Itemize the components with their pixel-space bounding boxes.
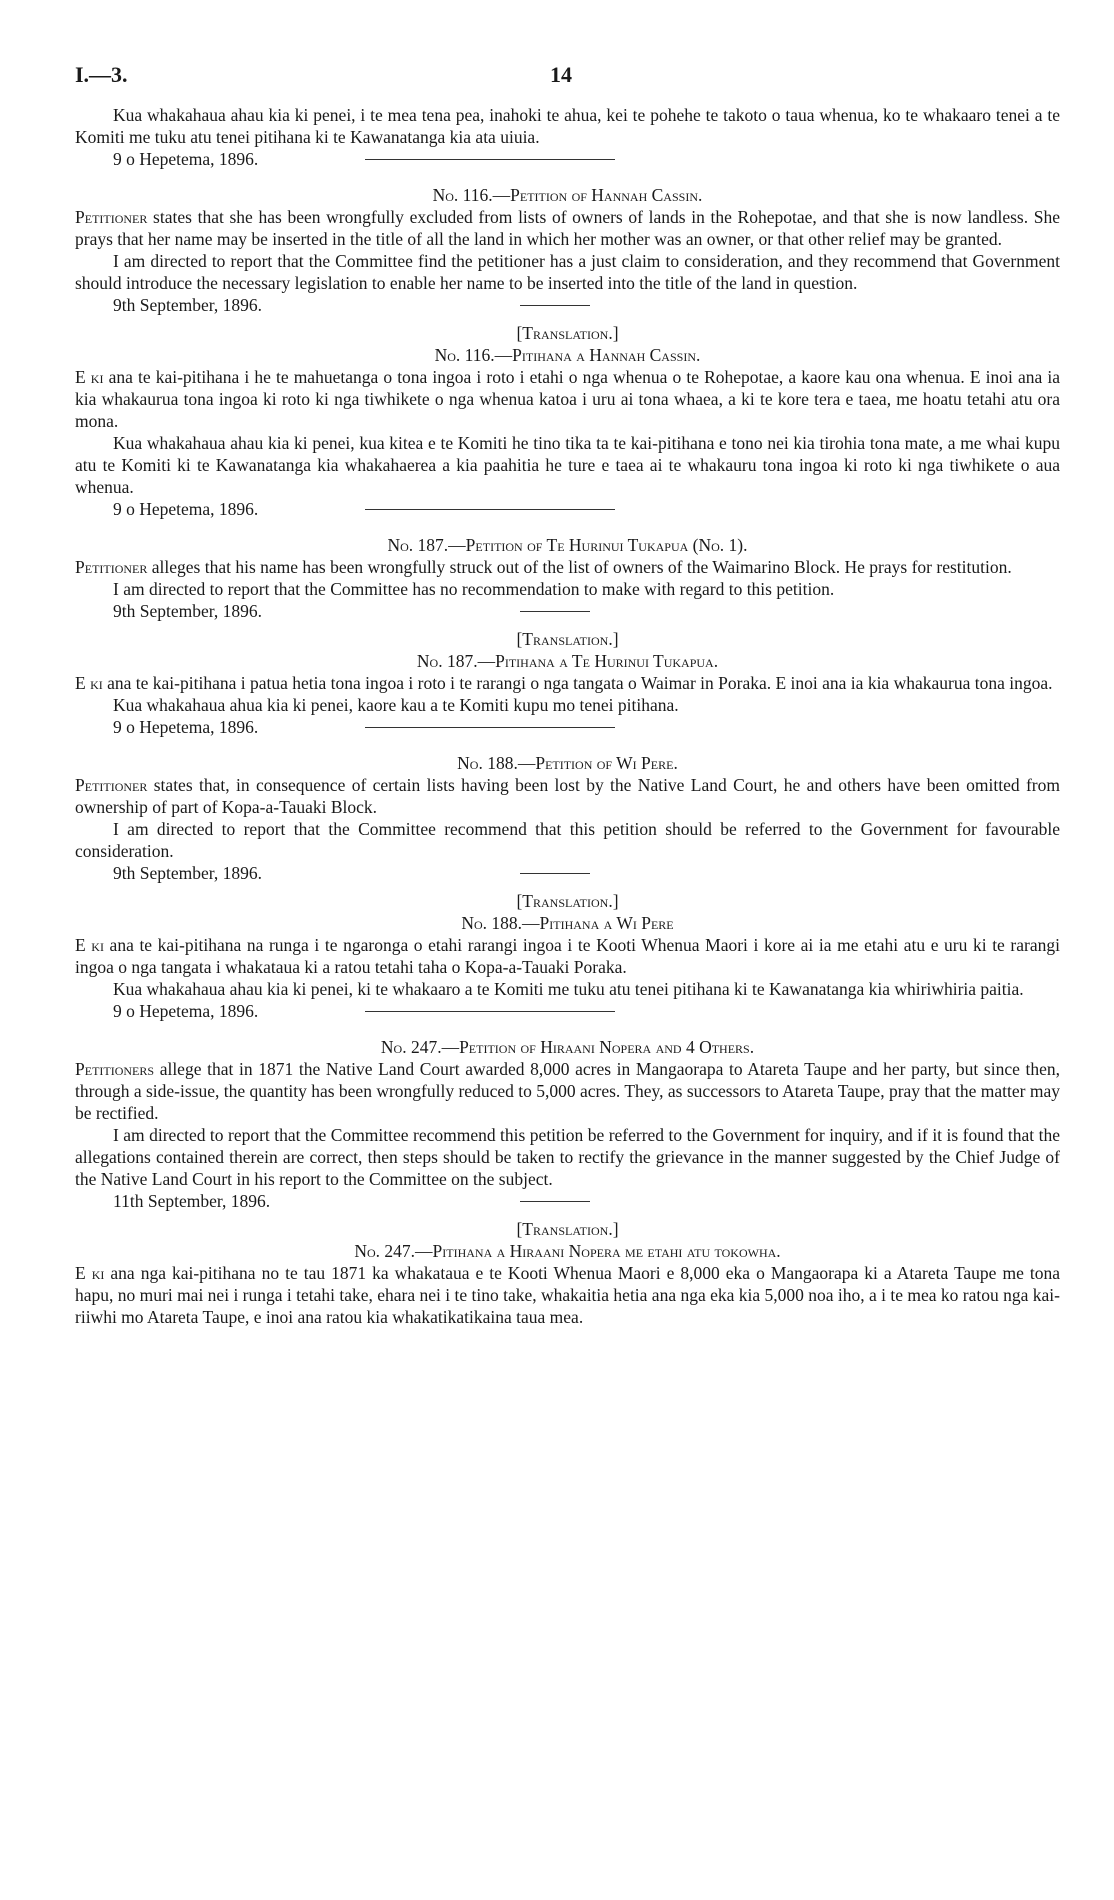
petition-188-translation-report: Kua whakahaua ahau kia ki penei, ki te whakaaro a te Komiti me tuku atu tenei pitihana ki te Kawanatanga kia whiriwhiria paitia. — [113, 979, 1024, 999]
petition-187-translation-lead: E ki — [75, 673, 103, 693]
petition-116-date-row — [75, 294, 1060, 316]
translation-divider — [520, 1201, 590, 1202]
petition-247-date: 11th September, 1896. — [113, 1191, 271, 1211]
petition-188-translation-date-row — [75, 1000, 1060, 1022]
petition-187-translation-date: 9 o Hepetema, 1896. — [113, 717, 259, 737]
petition-188-lead: Petitioner — [75, 775, 148, 795]
petition-247-statement — [75, 1058, 1060, 1124]
petition-116-body: states that she has been wrongfully excluded from lists of owners of lands in the Rohepotae, and that she is now landless. She prays that her name may be inserted in the title of all the land in which her mother was an owner, or that other relief may be granted. — [75, 207, 1060, 249]
petition-247-translation-statement — [75, 1262, 1060, 1328]
petition-247-translation-lead: E ki — [75, 1263, 105, 1283]
translation-label: [Translation.] — [516, 629, 619, 649]
petition-116-lead: Petitioner — [75, 207, 148, 227]
petition-116-translation-report: Kua whakahaua ahau kia ki penei, kua kitea e te Komiti he tino tika ta te kai-pitihana e tono nei kia tirohia tona mate, a me whai kupu atu te Komiti ki te Kawanatanga kia whakahaerea a kia paahitia he ture e taea ai te whakauru tona ingoa ki roto ki nga tiwhikete o aua whenua. — [75, 433, 1060, 497]
translation-label: [Translation.] — [516, 323, 619, 343]
petition-116-translation-statement — [75, 366, 1060, 432]
petition-247-body: allege that in 1871 the Native Land Court awarded 8,000 acres in Mangaorapa to Atareta Taupe and her party, but since then, through a side-issue, the quantity has been wrongfully reduced to 5,000 acres. They, as successors to Atareta Taupe, pray that the matter may be rectified. — [75, 1059, 1060, 1123]
petition-187-statement — [75, 556, 1060, 578]
petition-188-date-row — [75, 862, 1060, 884]
petition-187-translation-title: No. 187.—Pitihana a Te Hurinui Tukapua. — [416, 651, 719, 671]
series-number: I.—3. — [75, 62, 128, 87]
petition-116-date: 9th September, 1896. — [113, 295, 262, 315]
document-page — [75, 62, 1060, 1328]
petition-187-translation-report: Kua whakahaua ahua kia ki penei, kaore kau a te Komiti kupu mo tenei pitihana. — [113, 695, 679, 715]
petition-187-date-row — [75, 600, 1060, 622]
section-divider — [365, 509, 615, 510]
translation-divider — [520, 611, 590, 612]
section-divider — [365, 1011, 615, 1012]
petition-188-date: 9th September, 1896. — [113, 863, 262, 883]
petition-187-body: alleges that his name has been wrongfully struck out of the list of owners of the Waimarino Block. He prays for restitution. — [147, 557, 1012, 577]
petition-116-translation-date: 9 o Hepetema, 1896. — [113, 499, 259, 519]
translation-label: [Translation.] — [516, 1219, 619, 1239]
petition-247-lead: Petitioners — [75, 1059, 155, 1079]
petition-188-translation-date: 9 o Hepetema, 1896. — [113, 1001, 259, 1021]
translation-label: [Translation.] — [516, 891, 619, 911]
petition-188-title: No. 188.—Petition of Wi Pere. — [457, 753, 678, 773]
petition-187-title: No. 187.—Petition of Te Hurinui Tukapua (No. 1). — [387, 535, 748, 555]
petition-116-statement — [75, 206, 1060, 250]
translation-divider — [520, 305, 590, 306]
section-divider — [365, 727, 615, 728]
petition-188-report: I am directed to report that the Committee recommend that this petition should be referred to the Government for favourable consideration. — [75, 819, 1060, 861]
petition-187-translation-statement — [75, 672, 1060, 694]
intro-date: 9 o Hepetema, 1896. — [113, 149, 259, 169]
petition-116-translation-body: ana te kai-pitihana i he te mahuetanga o tona ingoa i roto i etahi o nga whenua o te Rohepotae, a kaore kau ona whenua. E inoi ana ia kia whakaurua tona ingoa ki roto ki nga tiwhikete o nga whenua katoa i uru ai tona whaea, a ki te kore tera e taea, me hoatu tetahi atu ora mona. — [75, 367, 1061, 431]
intro-paragraph: Kua whakahaua ahau kia ki penei, i te mea tena pea, inahoki te ahua, kei te pohehe te takoto o taua whenua, ko te whakaaro tenei a te Komiti me tuku atu tenei pitihana ki te Kawanatanga kia ata uiuia. — [75, 105, 1060, 147]
petition-116-title: No. 116.—Petition of Hannah Cassin. — [432, 185, 703, 205]
petition-247-translation-body: ana nga kai-pitihana no te tau 1871 ka whakataua e te Kooti Whenua Maori e 8,000 eka o Mangaorapa ki a Atareta Taupe me tona hapu, no muri mai nei i runga i tetahi take, ehara nei i te tino take, whakaitia hetia ana nga eka kia 5,000 noa iho, a i te mea ko ratou nga kai-riiwhi mo Atareta Taupe, e inoi ana ratou kia whakatikatikaina taua mea. — [75, 1263, 1060, 1327]
petition-188-translation-body: ana te kai-pitihana na runga i te ngaronga o etahi rarangi ingoa i te Kooti Whenua Maori i kore ai ia me etahi atu e uru ki te rarangi ingoa o nga tangata i whakataua ki a ratou tetahi taha o Kopa-a-Tauaki Poraka. — [75, 935, 1060, 977]
page-header — [75, 62, 1060, 104]
petition-247-date-row — [75, 1190, 1060, 1212]
petition-188-statement — [75, 774, 1060, 818]
petition-247-title: No. 247.—Petition of Hiraani Nopera and 4 Others. — [380, 1037, 755, 1057]
petition-187-report: I am directed to report that the Committee has no recommendation to make with regard to this petition. — [113, 579, 835, 599]
petition-116-translation-date-row — [75, 498, 1060, 520]
petition-188-translation-statement — [75, 934, 1060, 978]
petition-247-report: I am directed to report that the Committee recommend this petition be referred to the Government for inquiry, and if it is found that the allegations contained therein are correct, then steps should be taken to rectify the grievance in the manner suggested by the Chief Judge of the Native Land Court in his report to the Committee on the subject. — [75, 1125, 1060, 1189]
petition-247-translation-title: No. 247.—Pitihana a Hiraani Nopera me etahi atu tokowha. — [354, 1241, 781, 1261]
petition-187-translation-date-row — [75, 716, 1060, 738]
petition-187-translation-body: ana te kai-pitihana i patua hetia tona ingoa i roto i te rarangi o nga tangata o Waimar in Poraka. E inoi ana ia kia whakaurua tona ingoa. — [102, 673, 1053, 693]
petition-188-translation-title: No. 188.—Pitihana a Wi Pere — [461, 913, 674, 933]
petition-187-date: 9th September, 1896. — [113, 601, 262, 621]
intro-date-row — [75, 148, 1060, 170]
page-number: 14 — [550, 62, 572, 87]
petition-116-translation-lead: E ki — [75, 367, 104, 387]
petition-187-lead: Petitioner — [75, 557, 148, 577]
petition-188-translation-lead: E ki — [75, 935, 104, 955]
petition-116-translation-title: No. 116.—Pitihana a Hannah Cassin. — [434, 345, 701, 365]
petition-116-report: I am directed to report that the Committee find the petitioner has a just claim to consideration, and they recommend that Government should introduce the necessary legislation to enable her name to be inserted into the title of the land in question. — [75, 251, 1060, 293]
section-divider — [365, 159, 615, 160]
translation-divider — [520, 873, 590, 874]
petition-188-body: states that, in consequence of certain lists having been lost by the Native Land Court, he and others have been omitted from ownership of part of Kopa-a-Tauaki Block. — [75, 775, 1060, 817]
